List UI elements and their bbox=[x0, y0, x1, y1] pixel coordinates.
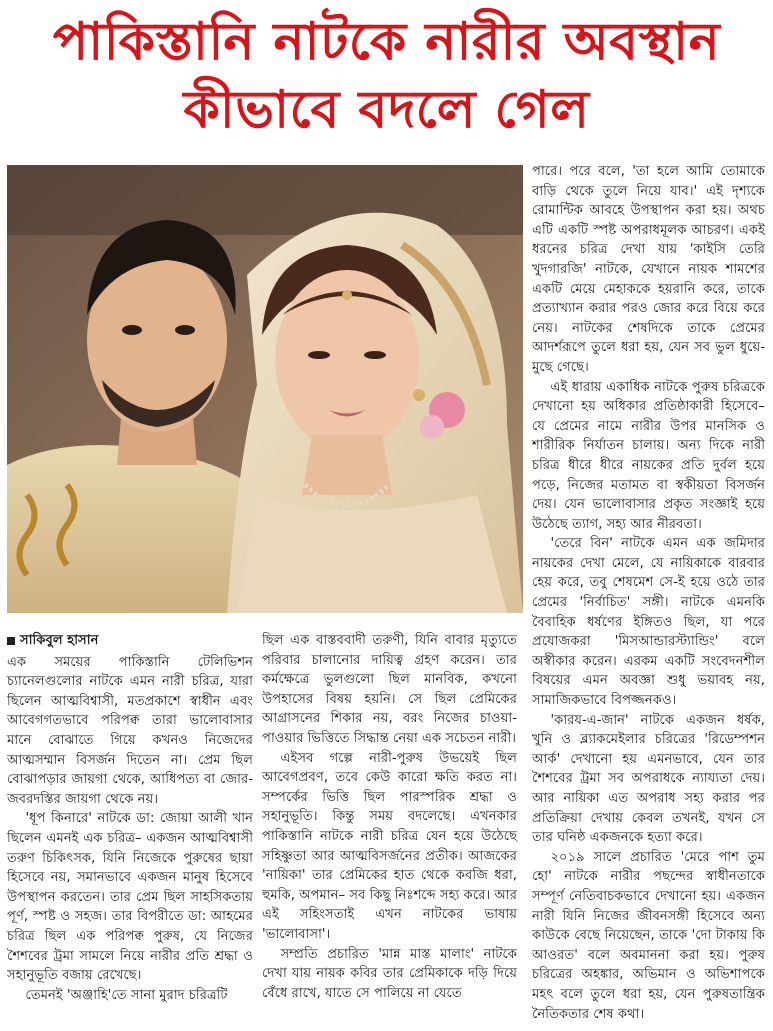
byline bbox=[7, 631, 253, 651]
article-photo bbox=[7, 165, 523, 613]
paragraph: তেমনই 'অঞ্জাহি'তে সানা মুরাদ চরিত্রটি bbox=[25, 987, 228, 1003]
paragraph: ২০১৯ সালে প্রচারিত 'মেরে পাশ তুম হো' নাটকে নারীর পছন্দের স্বাধীনতাকে সম্পূর্ণ নেতিবাচকভাবে দেখানো হয়। একজন নারী যিনি নিজের জীবনসঙ্গী হিসেবে অন্য কাউকে বেছে নিয়েছেন, তাকে 'দো টাকায় কি আওরত' বলে অবমাননা করা হয়। পুরুষ চরিত্রের অহঙ্কার, অভিমান ও অভিশাপকে মহৎ বলে তুলে ধরা হয়, যেন পুরুষতান্ত্রিক নৈতিকতার শেষ কথা। bbox=[532, 849, 765, 1022]
headline-line-1: পাকিস্তানি নাটকে নারীর অবস্থান bbox=[52, 12, 721, 72]
headline-line-2: কীভাবে বদলে গেল bbox=[183, 80, 590, 140]
article-column-2 bbox=[262, 631, 517, 1003]
article-column-1 bbox=[7, 631, 253, 1005]
paragraph: পারে। পরে বলে, 'তা হলে আমি তোমাকে বাড়ি থেকে তুলে নিয়ে যাব।' এই দৃশ্যকে রোমান্টিক আবহে উপস্থাপন করা হয়। অথচ এটি একটি স্পষ্ট অপরাধমূলক আচরণ। একই ধরনের চরিত্র দেখা যায় 'কাইসি তেরি খুদগারজি' নাটকে, যেখানে নায়ক শামশের একটি মেয়ে মেহাককে হয়রানি করে, তাকে প্রত্যাখ্যান করার পরও জোর করে বিয়ে করে নেয়। নাটকের শেষদিকে তাকে প্রেমের আদর্শরূপে তুলে ধরা হয়, যেন সব ভুল ধুয়ে-মুছে গেছে। bbox=[532, 164, 765, 375]
couple-photo-icon bbox=[7, 165, 523, 613]
paragraph: 'তেরে বিন' নাটকে এমন এক জমিদার নায়কের দেখা মেলে, যে নায়িকাকে বারবার হেয় করে, তবু শেষমেশ সে-ই হয়ে ওঠে তার প্রেমের 'নির্বাচিত' সঙ্গী। নাটকে এমনকি বৈবাহিক ধর্ষণের ইঙ্গিতও ছিল, যা পরে প্রযোজকরা 'মিসআন্ডারস্ট্যান্ডিং' বলে অস্বীকার করেন। এরকম একটি সংবেদনশীল বিষয়ের এমন অবজ্ঞা শুধু ভয়াবহ নয়, সামাজিকভাবে বিপজ্জনকও। bbox=[532, 536, 765, 709]
paragraph: এই ধারায় একাধিক নাটকে পুরুষ চরিত্রকে দেখানো হয় অধিকার প্রতিষ্ঠাকারী হিসেবে– যে প্রেমের নামে নারীর উপর মানসিক ও শারীরিক নির্যাতন চালায়। অন্য দিকে নারী চরিত্র ধীরে ধীরে নায়কের প্রতি দুর্বল হয়ে পড়ে, নিজের মতামত বা স্বকীয়তা বিসর্জন দেয়। যেন ভালোবাসার প্রকৃত সংজ্ঞাই হয়ে উঠেছে ত্যাগ, সহ্য আর নীরবতা। bbox=[532, 379, 765, 532]
paragraph: 'কারয-এ-জান' নাটকে একজন ধর্ষক, খুনি ও ব্ল্যাকমেইলার চরিত্রের 'রিডেম্পশন আর্ক' দেখানো হয় এমনভাবে, যেন তার শৈশবের ট্রমা সব অপরাধকে ন্যায্যতা দেয়। আর নায়িকা এত অপরাধ সহ্য করার পর প্রতিক্রিয়া দেখায় কেবল তখনই, যখন সে তার ঘনিষ্ঠ একজনকে হত্যা করে। bbox=[532, 712, 765, 846]
byline-author: সাকিবুল হাসান bbox=[20, 633, 99, 648]
headline bbox=[0, 8, 773, 144]
paragraph: এইসব গল্পে নারী-পুরুষ উভয়েই ছিল আবেগপ্রবণ, তবে কেউ কারো ক্ষতি করত না। সম্পর্কের ভিত্তি ছিল পারস্পরিক শ্রদ্ধা ও সহানুভূতি। কিন্তু সময় বদলেছে। এখনকার পাকিস্তানি নাটকে নারী চরিত্র যেন হয়ে উঠেছে সহিষ্ণুতা আর আত্মবিসর্জনের প্রতীক। আজকের 'নায়িকা' তার প্রেমিকের হাত থেকে কবজি ধরা, হুমকি, অপমান– সব কিছু নিঃশব্দে সহ্য করে। আর এই সহিংসতাই এখন নাটকের ভাষায় 'ভালোবাসা'। bbox=[262, 750, 517, 942]
byline-bullet-icon bbox=[7, 637, 15, 645]
paragraph: ছিল এক বাস্তববাদী তরুণী, যিনি বাবার মৃত্যুতে পরিবার চালানোর দায়িত্ব গ্রহণ করেন। তার কর্মক্ষেত্রে ভুলগুলো ছিল মানবিক, কখনো উপহাসের বিষয় হয়নি। সে ছিল প্রেমিকের আগ্রাসনের শিকার নয়, বরং নিজের চাওয়া-পাওয়ার ভিত্তিতে সিদ্ধান্ত নেয়া এক সচেতন নারী। bbox=[262, 633, 517, 746]
article-column-3 bbox=[532, 162, 765, 1024]
paragraph: সম্প্রতি প্রচারিত 'মান্ন মাস্ত মালাং' নাটকে দেখা যায় নায়ক কবির তার প্রেমিকাকে দড়ি দিয়ে বেঁধে রাখে, যাতে সে পালিয়ে না যেতে bbox=[262, 946, 517, 1001]
paragraph: 'ধূপ কিনারে' নাটকে ডা: জোয়া আলী খান ছিলেন এমনই এক চরিত্র– একজন আত্মবিশ্বাসী তরুণ চিকিৎসক, যিনি নিজেকে পুরুষের ছায়া হিসেবে নয়, সমানভাবে একজন মানুষ হিসেবে উপস্থাপন করতেন। তার প্রেম ছিল সাহসিকতায় পূর্ণ, স্পষ্ট ও সহজ। তার বিপরীতে ডা: আহমের চরিত্র ছিল এক পরিপক্ব পুরুষ, যে নিজের শৈশবের ট্রমা সামলে নিয়ে নারীর প্রতি শ্রদ্ধা ও সহানুভূতি বজায় রেখেছে। bbox=[7, 811, 253, 984]
paragraph: এক সময়ের পাকিস্তানি টেলিভিশন চ্যানেলগুলোর নাটকে এমন নারী চরিত্র, যারা ছিলেন আত্মবিশ্বাসী, মতপ্রকাশে স্বাধীন এবং আবেগগতভাবে পরিপক্ব তারা ভালোবাসার মানে বোঝাতে গিয়ে কখনও নিজেদের আত্মসম্মান বিসর্জন দিতেন না। প্রেম ছিল বোঝাপড়ার জায়গা থেকে, আধিপত্য বা জোর-জবরদস্তির জায়গা থেকে নয়। bbox=[7, 654, 253, 807]
